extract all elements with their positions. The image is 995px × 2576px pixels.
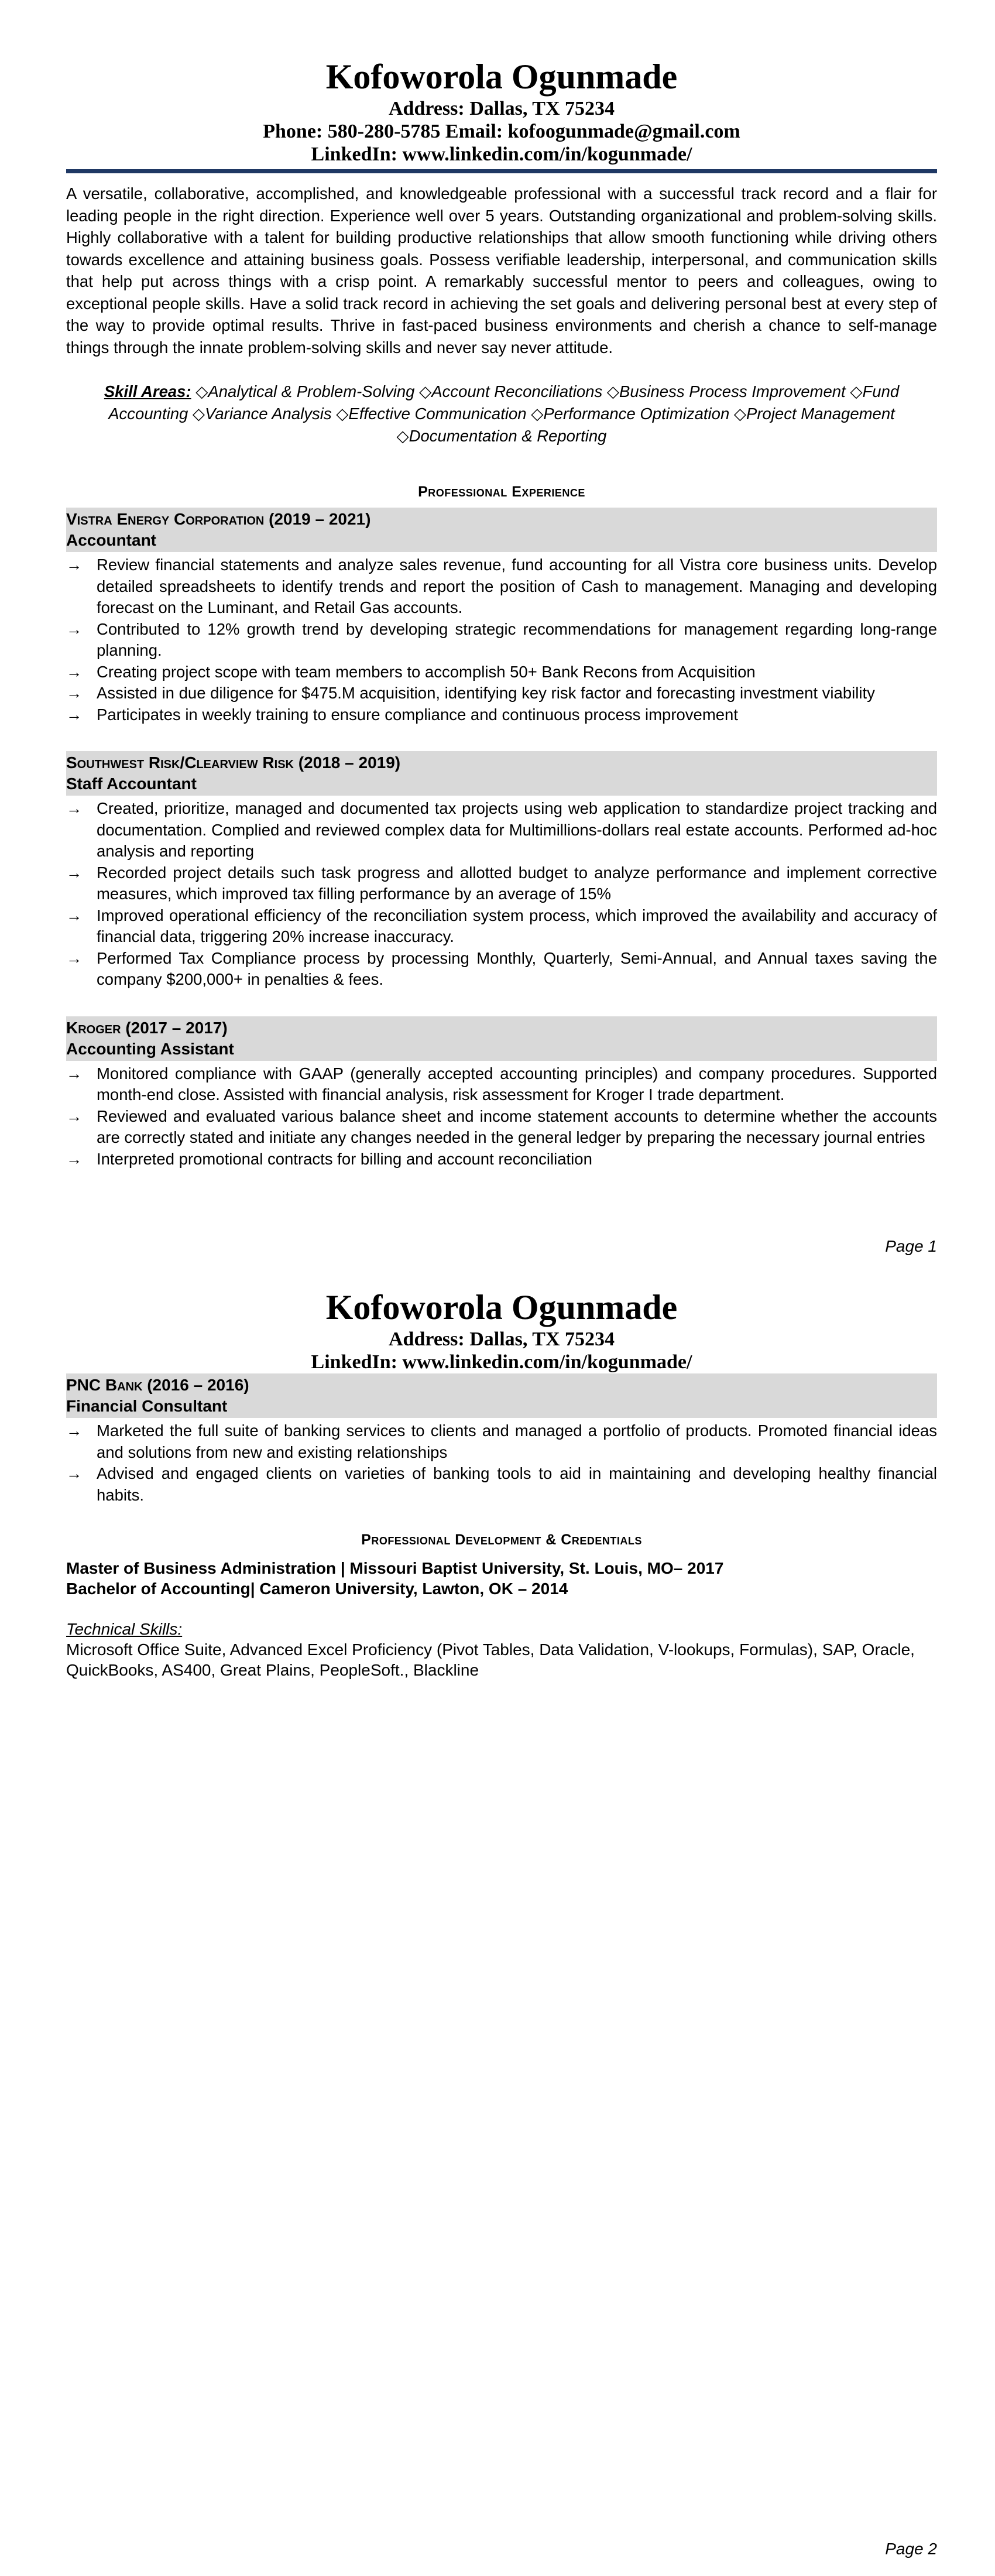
contact-line: Phone: 580-280-5785 Email: kofoogunmade@gmail.com [263,121,740,142]
job-title: Accounting Assistant [66,1039,234,1058]
job-header [66,751,937,796]
job-title: Accountant [66,531,156,549]
job-title: Staff Accountant [66,775,197,793]
company-name: Kroger [66,1018,121,1037]
bullet-item [66,862,937,905]
arrow-bullet-icon: → [66,906,83,924]
linkedin-line: LinkedIn: www.linkedin.com/in/kogunmade/ [311,143,692,165]
resume-page-1 [0,0,995,1285]
job-company-line [66,509,937,530]
job-bullets [66,1063,937,1170]
bullet-text: Review financial statements and analyze sales revenue, fund accounting for all Vistra core business units. Develop detailed spreadsheets to identify trends and report the position of Cash to management. Managing and developing forecast on the Luminant, and Retail Gas accounts. [97,556,937,616]
page-1-content [66,56,937,1195]
job-bullets [66,798,937,991]
job-header [66,1016,937,1061]
skill-areas [66,381,937,447]
bullet-text: Monitored compliance with GAAP (generally accepted accounting principles) and company procedures. Supported month-end close. Assisted with financial analysis, risk assessment for Kroger I trade department. [97,1064,937,1104]
bullet-text: Contributed to 12% growth trend by developing strategic recommendations for management regarding long-range planning. [97,619,937,659]
job-company-line [66,1375,937,1396]
page-2-content [66,1287,937,1680]
bullet-item [66,905,937,948]
arrow-bullet-icon: → [66,684,83,702]
bullet-item [66,662,937,683]
address-line: Address: Dallas, TX 75234 [388,1328,615,1350]
arrow-bullet-icon: → [66,619,83,638]
candidate-name: Kofoworola Ogunmade [325,1288,678,1327]
job-header [66,508,937,552]
bullet-text: Assisted in due diligence for $475.M acquisition, identifying key risk factor and forecasting investment viability [97,684,875,702]
job-company-line [66,1018,937,1039]
arrow-bullet-icon: → [66,1107,83,1125]
linkedin-line: LinkedIn: www.linkedin.com/in/kogunmade/ [311,1351,692,1373]
job-header [66,1373,937,1418]
bullet-text: Recorded project details such task progress and allotted budget to analyze performance and implement corrective measures, which improved tax filling performance by an average of 15% [97,863,937,903]
company-name: Southwest Risk/Clearview Risk [66,753,294,772]
bullet-item [66,1463,937,1506]
job-bullets [66,1420,937,1506]
experience-section-title: Professional Experience [418,484,585,500]
skill-areas-label: Skill Areas: [104,382,191,400]
technical-skills-text: Microsoft Office Suite, Advanced Excel Proficiency (Pivot Tables, Data Validation, V-lookups, Formulas), SAP, Oracle, QuickBooks, AS400, Great Plains, PeopleSoft., Blackline [66,1640,915,1679]
job-title: Financial Consultant [66,1397,228,1415]
bullet-item [66,683,937,704]
experience-list-continued [66,1373,937,1506]
page-number: Page 1 [885,1237,937,1255]
job-company-line [66,752,937,773]
bullet-text: Marketed the full suite of banking services to clients and managed a portfolio of products. Promoted financial ideas and solutions from new and existing relationships [97,1421,937,1461]
education-entry: Master of Business Administration | Missouri Baptist University, St. Louis, MO– 2017 [66,1559,724,1577]
credentials-section-title: Professional Development & Credentials [361,1532,642,1548]
job-entry [66,508,937,725]
technical-skills-label: Technical Skills: [66,1620,183,1638]
page-number: Page 2 [885,2540,937,2558]
bullet-text: Improved operational efficiency of the reconciliation system process, which improved the availability and accuracy of financial data, triggering 20% increase inaccuracy. [97,906,937,946]
arrow-bullet-icon: → [66,1421,83,1440]
arrow-bullet-icon: → [66,556,83,574]
education-entry: Bachelor of Accounting| Cameron University, Lawton, OK – 2014 [66,1580,568,1598]
arrow-bullet-icon: → [66,662,83,681]
arrow-bullet-icon: → [66,863,83,882]
bullet-text: Created, prioritize, managed and documented tax projects using web application to standardize project tracking and documentation. Complied and reviewed complex data for Multimillions-dollars real estate accounts. Performed ad-hoc analysis and reporting [97,799,937,860]
job-entry [66,1373,937,1506]
bullet-text: Reviewed and evaluated various balance sheet and income statement accounts to determine whether the accounts are correctly stated and initiate any changes needed in the general ledger by preparing the necessary journal entries [97,1107,937,1146]
company-name: PNC Bank [66,1376,143,1394]
bullet-item [66,1420,937,1463]
bullet-item [66,619,937,662]
bullet-text: Performed Tax Compliance process by processing Monthly, Quarterly, Semi-Annual, and Annual taxes saving the company $200,000+ in penalties & fees. [97,948,937,988]
experience-list [66,508,937,1170]
address-line: Address: Dallas, TX 75234 [388,98,615,119]
arrow-bullet-icon: → [66,1149,83,1168]
skill-areas-text: ◇Analytical & Problem-Solving ◇Account Reconciliations ◇Business Process Improvement ◇Fund Accounting ◇Variance Analysis ◇Effective Communication ◇Performance Optimization ◇Project Management ◇Documentation & Reporting [108,382,900,445]
job-bullets [66,554,937,725]
resume-header [66,56,937,166]
bullet-item [66,554,937,619]
arrow-bullet-icon: → [66,1464,83,1482]
resume-header [66,1287,937,1373]
company-name: Vistra Energy Corporation [66,510,265,528]
bullet-item [66,1106,937,1149]
job-dates: (2019 – 2021) [264,510,371,528]
bullet-text: Interpreted promotional contracts for billing and account reconciliation [97,1149,592,1168]
bullet-text: Participates in weekly training to ensure compliance and continuous process improvement [97,705,738,724]
bullet-item [66,1149,937,1170]
resume-page-2 [0,1285,995,2576]
job-dates: (2017 – 2017) [121,1018,228,1037]
arrow-bullet-icon: → [66,1064,83,1083]
bullet-text: Creating project scope with team members to accomplish 50+ Bank Recons from Acquisition [97,662,756,681]
arrow-bullet-icon: → [66,948,83,967]
header-divider [66,169,937,173]
job-dates: (2018 – 2019) [293,753,401,772]
job-entry [66,1016,937,1170]
arrow-bullet-icon: → [66,799,83,817]
bullet-item [66,948,937,991]
bullet-item [66,1063,937,1106]
candidate-name: Kofoworola Ogunmade [325,57,678,96]
professional-summary: A versatile, collaborative, accomplished, and knowledgeable professional with a successful track record and a flair for leading people in the right direction. Experience well over 5 years. Outstanding organizational and problem-solving skills. Highly collaborative with a talent for building productive relationships that allow smooth functioning while driving others towards excellence and attaining business goals. Possess verifiable leadership, interpersonal, and communication skills that help put across things with a crisp point. A remarkably successful mentor to peers and colleagues, owing to exceptional people skills. Have a solid track record in achieving the set goals and delivering personal best at every step of the way to provide optimal results. Thrive in fast-paced business environments and cherish a chance to self-manage things through the innate problem-solving skills and never say never attitude. [66,184,937,357]
job-dates: (2016 – 2016) [142,1376,249,1394]
bullet-item [66,704,937,726]
arrow-bullet-icon: → [66,705,83,724]
job-entry [66,751,937,991]
bullet-text: Advised and engaged clients on varieties of banking tools to aid in maintaining and developing healthy financial habits. [97,1464,937,1504]
education-list [66,1558,937,1599]
bullet-item [66,798,937,862]
